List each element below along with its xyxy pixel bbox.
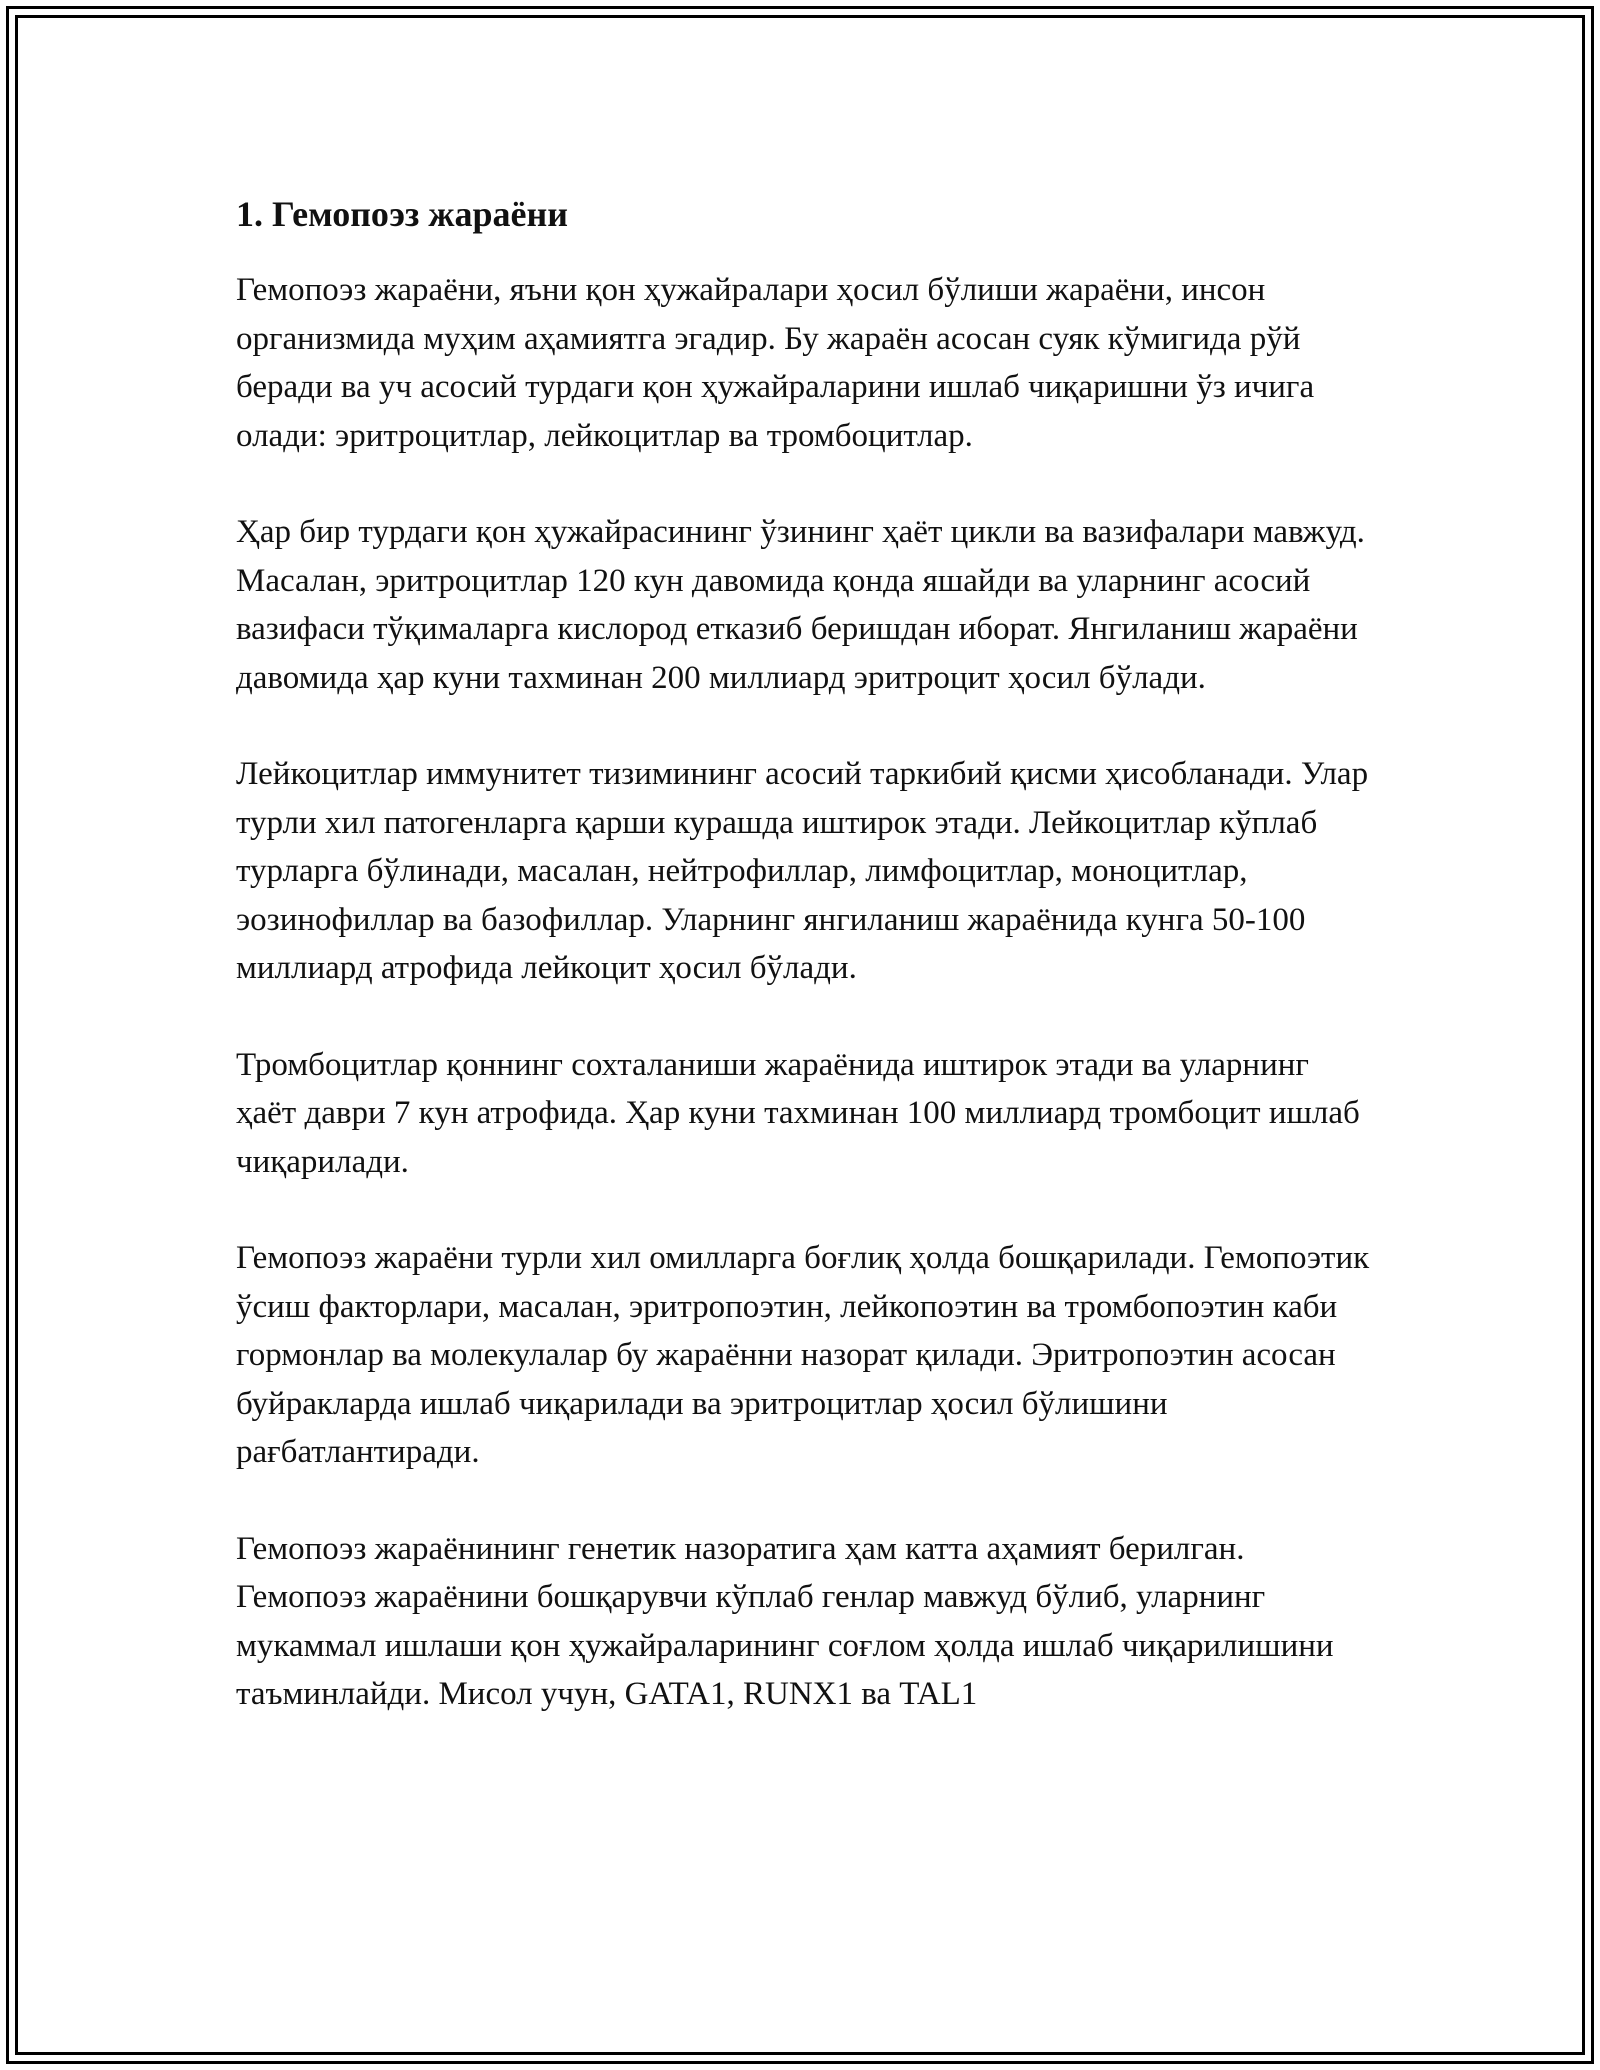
paragraph-leukocytes: Лейкоцитлар иммунитет тизимининг асосий таркибий қисми ҳисобланади. Улар турли хил патогенларга қарши курашда иштирок этади. Лейкоцитлар кўплаб турларга бўлинади, масалан, нейтрофиллар, лимфоцитлар, моноцитлар, эозинофиллар ва базофиллар. Уларнинг янгиланиш жараёнида кунга 50-100 миллиард атрофида лейкоцит ҳосил бўлади. [236, 756, 1369, 986]
paragraph-erythrocytes: Ҳар бир турдаги қон ҳужайрасининг ўзининг ҳаёт цикли ва вазифалари мавжуд. Масалан, эритроцитлар 120 кун давомида қонда яшайди ва уларнинг асосий вазифаси тўқималарга кислород етказиб беришдан иборат. Янгиланиш жараёни давомида ҳар куни тахминан 200 миллиард эритроцит ҳосил бўлади. [236, 514, 1365, 696]
paragraph-overview: Гемопоэз жараёни, яъни қон ҳужайралари ҳосил бўлиши жараёни, инсон организмида муҳим аҳамиятга эгадир. Бу жараён асосан суяк кўмигида рўй беради ва уч асосий турдаги қон ҳужайраларини ишлаб чиқаришни ўз ичига олади: эритроцитлар, лейкоцитлар ва тромбоцитлар. [236, 272, 1315, 454]
paragraph-regulation: Гемопоэз жараёни турли хил омилларга боғлиқ ҳолда бошқарилади. Гемопоэтик ўсиш факторлари, масалан, эритропоэтин, лейкопоэтин ва тромбопоэтин каби гормонлар ва молекулалар бу жараённи назорат қилади. Эритропоэтин асосан буйракларда ишлаб чиқарилади ва эритроцитлар ҳосил бўлишини рағбатлантиради. [236, 1240, 1370, 1470]
paragraph-platelets: Тромбоцитлар қоннинг сохталаниши жараёнида иштирок этади ва уларнинг ҳаёт даври 7 кун атрофида. Ҳар куни тахминан 100 миллиард тромбоцит ишлаб чиқарилади. [236, 1046, 1360, 1180]
section-title: 1. Гемопоэз жараёни [236, 194, 568, 234]
paragraph-genetics: Гемопоэз жараёнининг генетик назоратига ҳам катта аҳамият берилган. Гемопоэз жараёнини бошқарувчи кўплаб генлар мавжуд бўлиб, уларнинг мукаммал ишлаши қон ҳужайраларининг соғлом ҳолда ишлаб чиқарилишини таъминлайди. Мисол учун, GATA1, RUNX1 ва TAL1 [236, 1530, 1334, 1712]
document-body [236, 184, 1376, 1767]
